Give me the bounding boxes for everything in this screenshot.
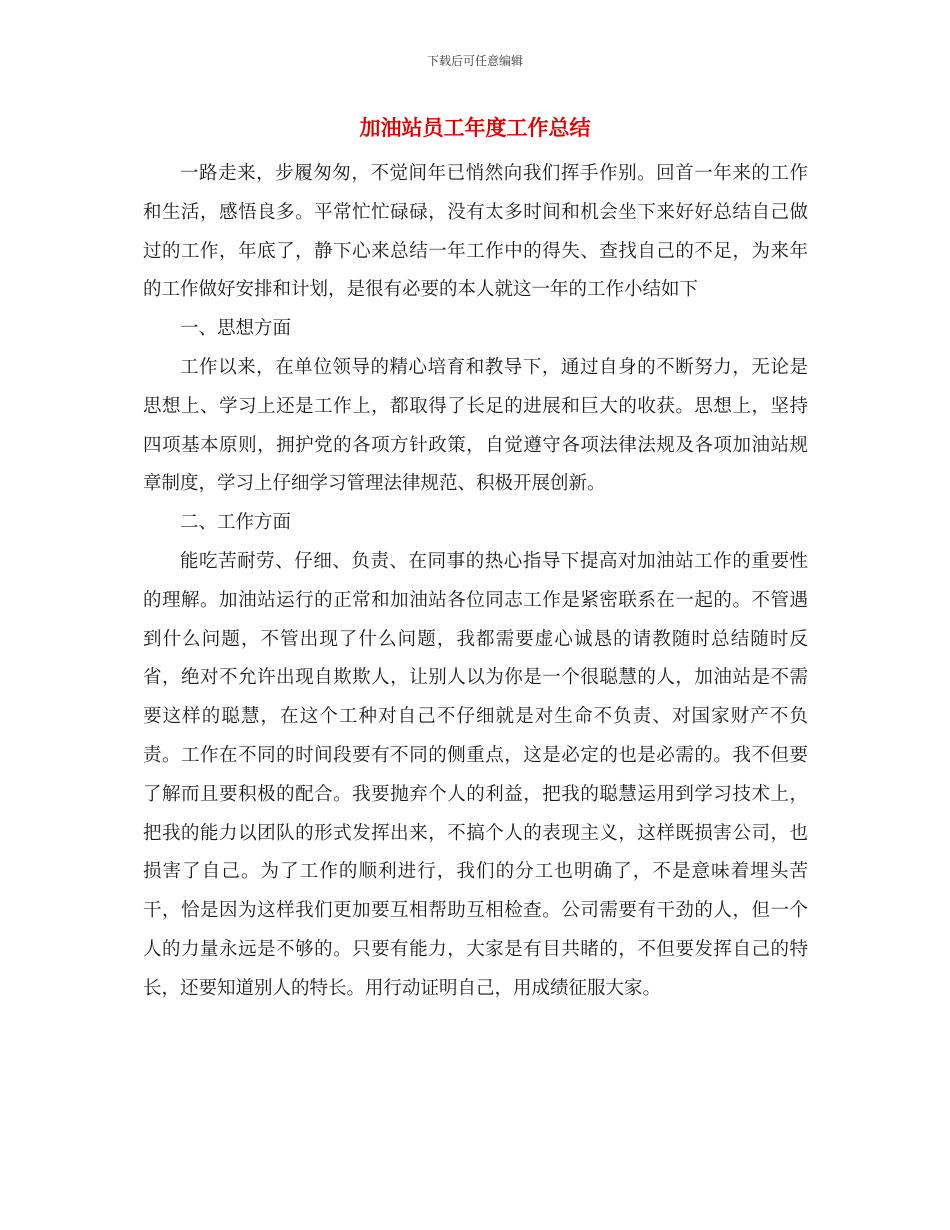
paragraph-intro: 一路走来，步履匆匆，不觉间年已悄然向我们挥手作别。回首一年来的工作和生活，感悟良多。平常忙忙碌碌，没有太多时间和机会坐下来好好总结自己做过的工作，年底了，静下心来总结一年工作中的得失、查找自己的不足，为来年的工作做好安排和计划，是很有必要的本人就这一年的工作小结如下 (143, 163, 808, 301)
document-body (143, 155, 808, 1009)
section-heading-work: 二、工作方面 (180, 512, 292, 534)
paragraph-work: 能吃苦耐劳、仔细、负责、在同事的热心指导下提高对加油站工作的重要性的理解。加油站运行的正常和加油站各位同志工作是紧密联系在一起的。不管遇到什么问题，不管出现了什么问题，我都需要虚心诚恳的请教随时总结随时反省，绝对不允许出现自欺欺人，让别人以为你是一个很聪慧的人，加油站是不需要这样的聪慧，在这个工种对自己不仔细就是对生命不负责、对国家财产不负责。工作在不同的时间段要有不同的侧重点，这是必定的也是必需的。我不但要了解而且要积极的配合。我要抛弃个人的利益，把我的聪慧运用到学习技术上，把我的能力以团队的形式发挥出来，不搞个人的表现主义，这样既损害公司，也损害了自己。为了工作的顺利进行，我们的分工也明确了，不是意味着埋头苦干，恰是因为这样我们更加要互相帮助互相检查。公司需要有干劲的人，但一个人的力量永远是不够的。只要有能力，大家是有目共睹的，不但要发挥自己的特长，还要知道别人的特长。用行动证明自己，用成绩征服大家。 (143, 550, 808, 999)
document-title: 加油站员工年度工作总结 (359, 115, 591, 140)
paragraph-thought: 工作以来，在单位领导的精心培育和教导下，通过自身的不断努力，无论是思想上、学习上还是工作上，都取得了长足的进展和巨大的收获。思想上，坚持四项基本原则，拥护党的各项方针政策，自觉遵守各项法律法规及各项加油站规章制度，学习上仔细学习管理法律规范、积极开展创新。 (143, 356, 808, 495)
section-heading-thought: 一、思想方面 (180, 318, 292, 340)
page-header: 下载后可任意编辑 (426, 54, 523, 68)
